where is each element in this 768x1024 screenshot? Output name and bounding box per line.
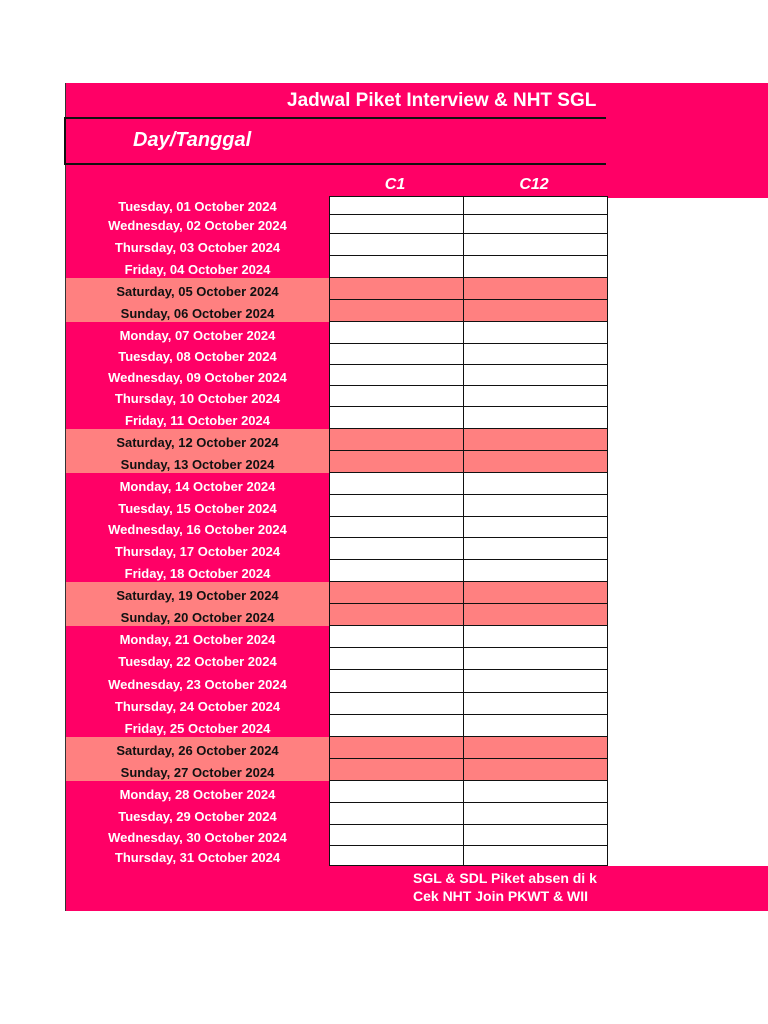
table-row — [66, 715, 608, 737]
cell-c12[interactable] — [463, 214, 608, 234]
cell-c12[interactable] — [463, 494, 608, 517]
table-row — [66, 759, 608, 781]
cell-c12[interactable] — [463, 669, 608, 693]
table-row — [66, 215, 608, 234]
row-date: Thursday, 03 October 2024 — [66, 234, 329, 256]
row-date: Wednesday, 30 October 2024 — [66, 825, 329, 846]
row-date: Monday, 14 October 2024 — [66, 473, 329, 495]
row-date: Wednesday, 09 October 2024 — [66, 365, 329, 386]
row-date: Sunday, 27 October 2024 — [66, 759, 329, 781]
row-date: Tuesday, 29 October 2024 — [66, 803, 329, 825]
cell-c1[interactable] — [329, 255, 464, 278]
row-date: Thursday, 24 October 2024 — [66, 693, 329, 715]
cell-c1[interactable] — [329, 364, 464, 386]
cell-c12[interactable] — [463, 450, 608, 473]
row-date: Friday, 18 October 2024 — [66, 560, 329, 582]
table-row — [66, 670, 608, 693]
row-date: Friday, 04 October 2024 — [66, 256, 329, 278]
row-date: Thursday, 10 October 2024 — [66, 386, 329, 407]
table-row — [66, 560, 608, 582]
table-row — [66, 846, 608, 866]
footer-note-2: Cek NHT Join PKWT & WII — [413, 888, 588, 904]
cell-c1[interactable] — [329, 406, 464, 429]
table-row — [66, 825, 608, 846]
cell-c12[interactable] — [463, 647, 608, 670]
row-date: Sunday, 06 October 2024 — [66, 300, 329, 322]
row-date: Sunday, 13 October 2024 — [66, 451, 329, 473]
table-row — [66, 495, 608, 517]
table-row — [66, 737, 608, 759]
cell-c12[interactable] — [463, 196, 608, 215]
cell-c12[interactable] — [463, 625, 608, 648]
table-row — [66, 344, 608, 365]
table-row — [66, 517, 608, 538]
row-date: Friday, 11 October 2024 — [66, 407, 329, 429]
row-date: Tuesday, 22 October 2024 — [66, 648, 329, 670]
cell-c1[interactable] — [329, 214, 464, 234]
row-date: Tuesday, 15 October 2024 — [66, 495, 329, 517]
cell-c12[interactable] — [463, 758, 608, 781]
table-row — [66, 322, 608, 344]
table-row — [66, 648, 608, 670]
column-header-c1: C1 — [384, 176, 406, 193]
cell-c12[interactable] — [463, 406, 608, 429]
cell-c1[interactable] — [329, 299, 464, 322]
cell-c12[interactable] — [463, 343, 608, 365]
cell-c1[interactable] — [329, 603, 464, 626]
cell-c12[interactable] — [463, 736, 608, 759]
cell-c12[interactable] — [463, 714, 608, 737]
cell-c1[interactable] — [329, 494, 464, 517]
cell-c12[interactable] — [463, 364, 608, 386]
cell-c12[interactable] — [463, 845, 608, 866]
cell-c1[interactable] — [329, 780, 464, 803]
cell-c1[interactable] — [329, 450, 464, 473]
table-row — [66, 451, 608, 473]
row-date: Monday, 21 October 2024 — [66, 626, 329, 648]
cell-c1[interactable] — [329, 516, 464, 538]
cell-c12[interactable] — [463, 233, 608, 256]
table-row — [66, 386, 608, 407]
footer-note-1: SGL & SDL Piket absen di k — [413, 870, 597, 886]
row-date: Thursday, 17 October 2024 — [66, 538, 329, 560]
cell-c1[interactable] — [329, 692, 464, 715]
cell-c1[interactable] — [329, 758, 464, 781]
cell-c12[interactable] — [463, 692, 608, 715]
table-row — [66, 604, 608, 626]
row-date: Friday, 25 October 2024 — [66, 715, 329, 737]
table-row — [66, 781, 608, 803]
table-row — [66, 803, 608, 825]
row-date: Wednesday, 16 October 2024 — [66, 517, 329, 538]
table-row — [66, 538, 608, 560]
row-date: Thursday, 31 October 2024 — [66, 846, 329, 866]
row-date: Monday, 07 October 2024 — [66, 322, 329, 344]
table-row — [66, 693, 608, 715]
cell-c12[interactable] — [463, 472, 608, 495]
cell-c1[interactable] — [329, 647, 464, 670]
cell-c1[interactable] — [329, 845, 464, 866]
row-date: Tuesday, 08 October 2024 — [66, 344, 329, 365]
column-header-c12: C12 — [519, 176, 549, 193]
cell-c1[interactable] — [329, 277, 464, 300]
cell-c1[interactable] — [329, 559, 464, 582]
cell-c1[interactable] — [329, 428, 464, 451]
cell-c12[interactable] — [463, 824, 608, 846]
cell-c1[interactable] — [329, 824, 464, 846]
cell-c1[interactable] — [329, 669, 464, 693]
table-row — [66, 300, 608, 322]
cell-c1[interactable] — [329, 472, 464, 495]
cell-c12[interactable] — [463, 537, 608, 560]
table-row — [66, 626, 608, 648]
schedule-table — [65, 197, 608, 866]
sheet-title: Jadwal Piket Interview & NHT SGL — [287, 90, 597, 111]
cell-c1[interactable] — [329, 714, 464, 737]
table-row — [66, 256, 608, 278]
day-column-header: Day/Tanggal — [133, 129, 252, 151]
cell-c12[interactable] — [463, 559, 608, 582]
cell-c1[interactable] — [329, 625, 464, 648]
cell-c12[interactable] — [463, 428, 608, 451]
table-row — [66, 429, 608, 451]
cell-c12[interactable] — [463, 581, 608, 604]
cell-c12[interactable] — [463, 385, 608, 407]
cell-c1[interactable] — [329, 196, 464, 215]
row-date: Saturday, 26 October 2024 — [66, 737, 329, 759]
cell-c1[interactable] — [329, 581, 464, 604]
cell-c12[interactable] — [463, 780, 608, 803]
cell-c1[interactable] — [329, 736, 464, 759]
row-date: Wednesday, 02 October 2024 — [66, 215, 329, 234]
cell-c12[interactable] — [463, 255, 608, 278]
table-row — [66, 473, 608, 495]
row-date: Monday, 28 October 2024 — [66, 781, 329, 803]
cell-c12[interactable] — [463, 603, 608, 626]
cell-c12[interactable] — [463, 277, 608, 300]
table-row — [66, 407, 608, 429]
row-date: Saturday, 19 October 2024 — [66, 582, 329, 604]
row-date: Saturday, 05 October 2024 — [66, 278, 329, 300]
row-date: Sunday, 20 October 2024 — [66, 604, 329, 626]
table-row — [66, 197, 608, 215]
cell-c12[interactable] — [463, 802, 608, 825]
cell-c1[interactable] — [329, 537, 464, 560]
row-date: Saturday, 12 October 2024 — [66, 429, 329, 451]
row-date: Tuesday, 01 October 2024 — [66, 197, 329, 215]
table-row — [66, 582, 608, 604]
cell-c12[interactable] — [463, 516, 608, 538]
cell-c1[interactable] — [329, 802, 464, 825]
table-row — [66, 365, 608, 386]
cell-c12[interactable] — [463, 299, 608, 322]
cell-c1[interactable] — [329, 385, 464, 407]
cell-c12[interactable] — [463, 321, 608, 344]
row-date: Wednesday, 23 October 2024 — [66, 670, 329, 693]
cell-c1[interactable] — [329, 343, 464, 365]
cell-c1[interactable] — [329, 233, 464, 256]
table-row — [66, 234, 608, 256]
table-row — [66, 278, 608, 300]
cell-c1[interactable] — [329, 321, 464, 344]
